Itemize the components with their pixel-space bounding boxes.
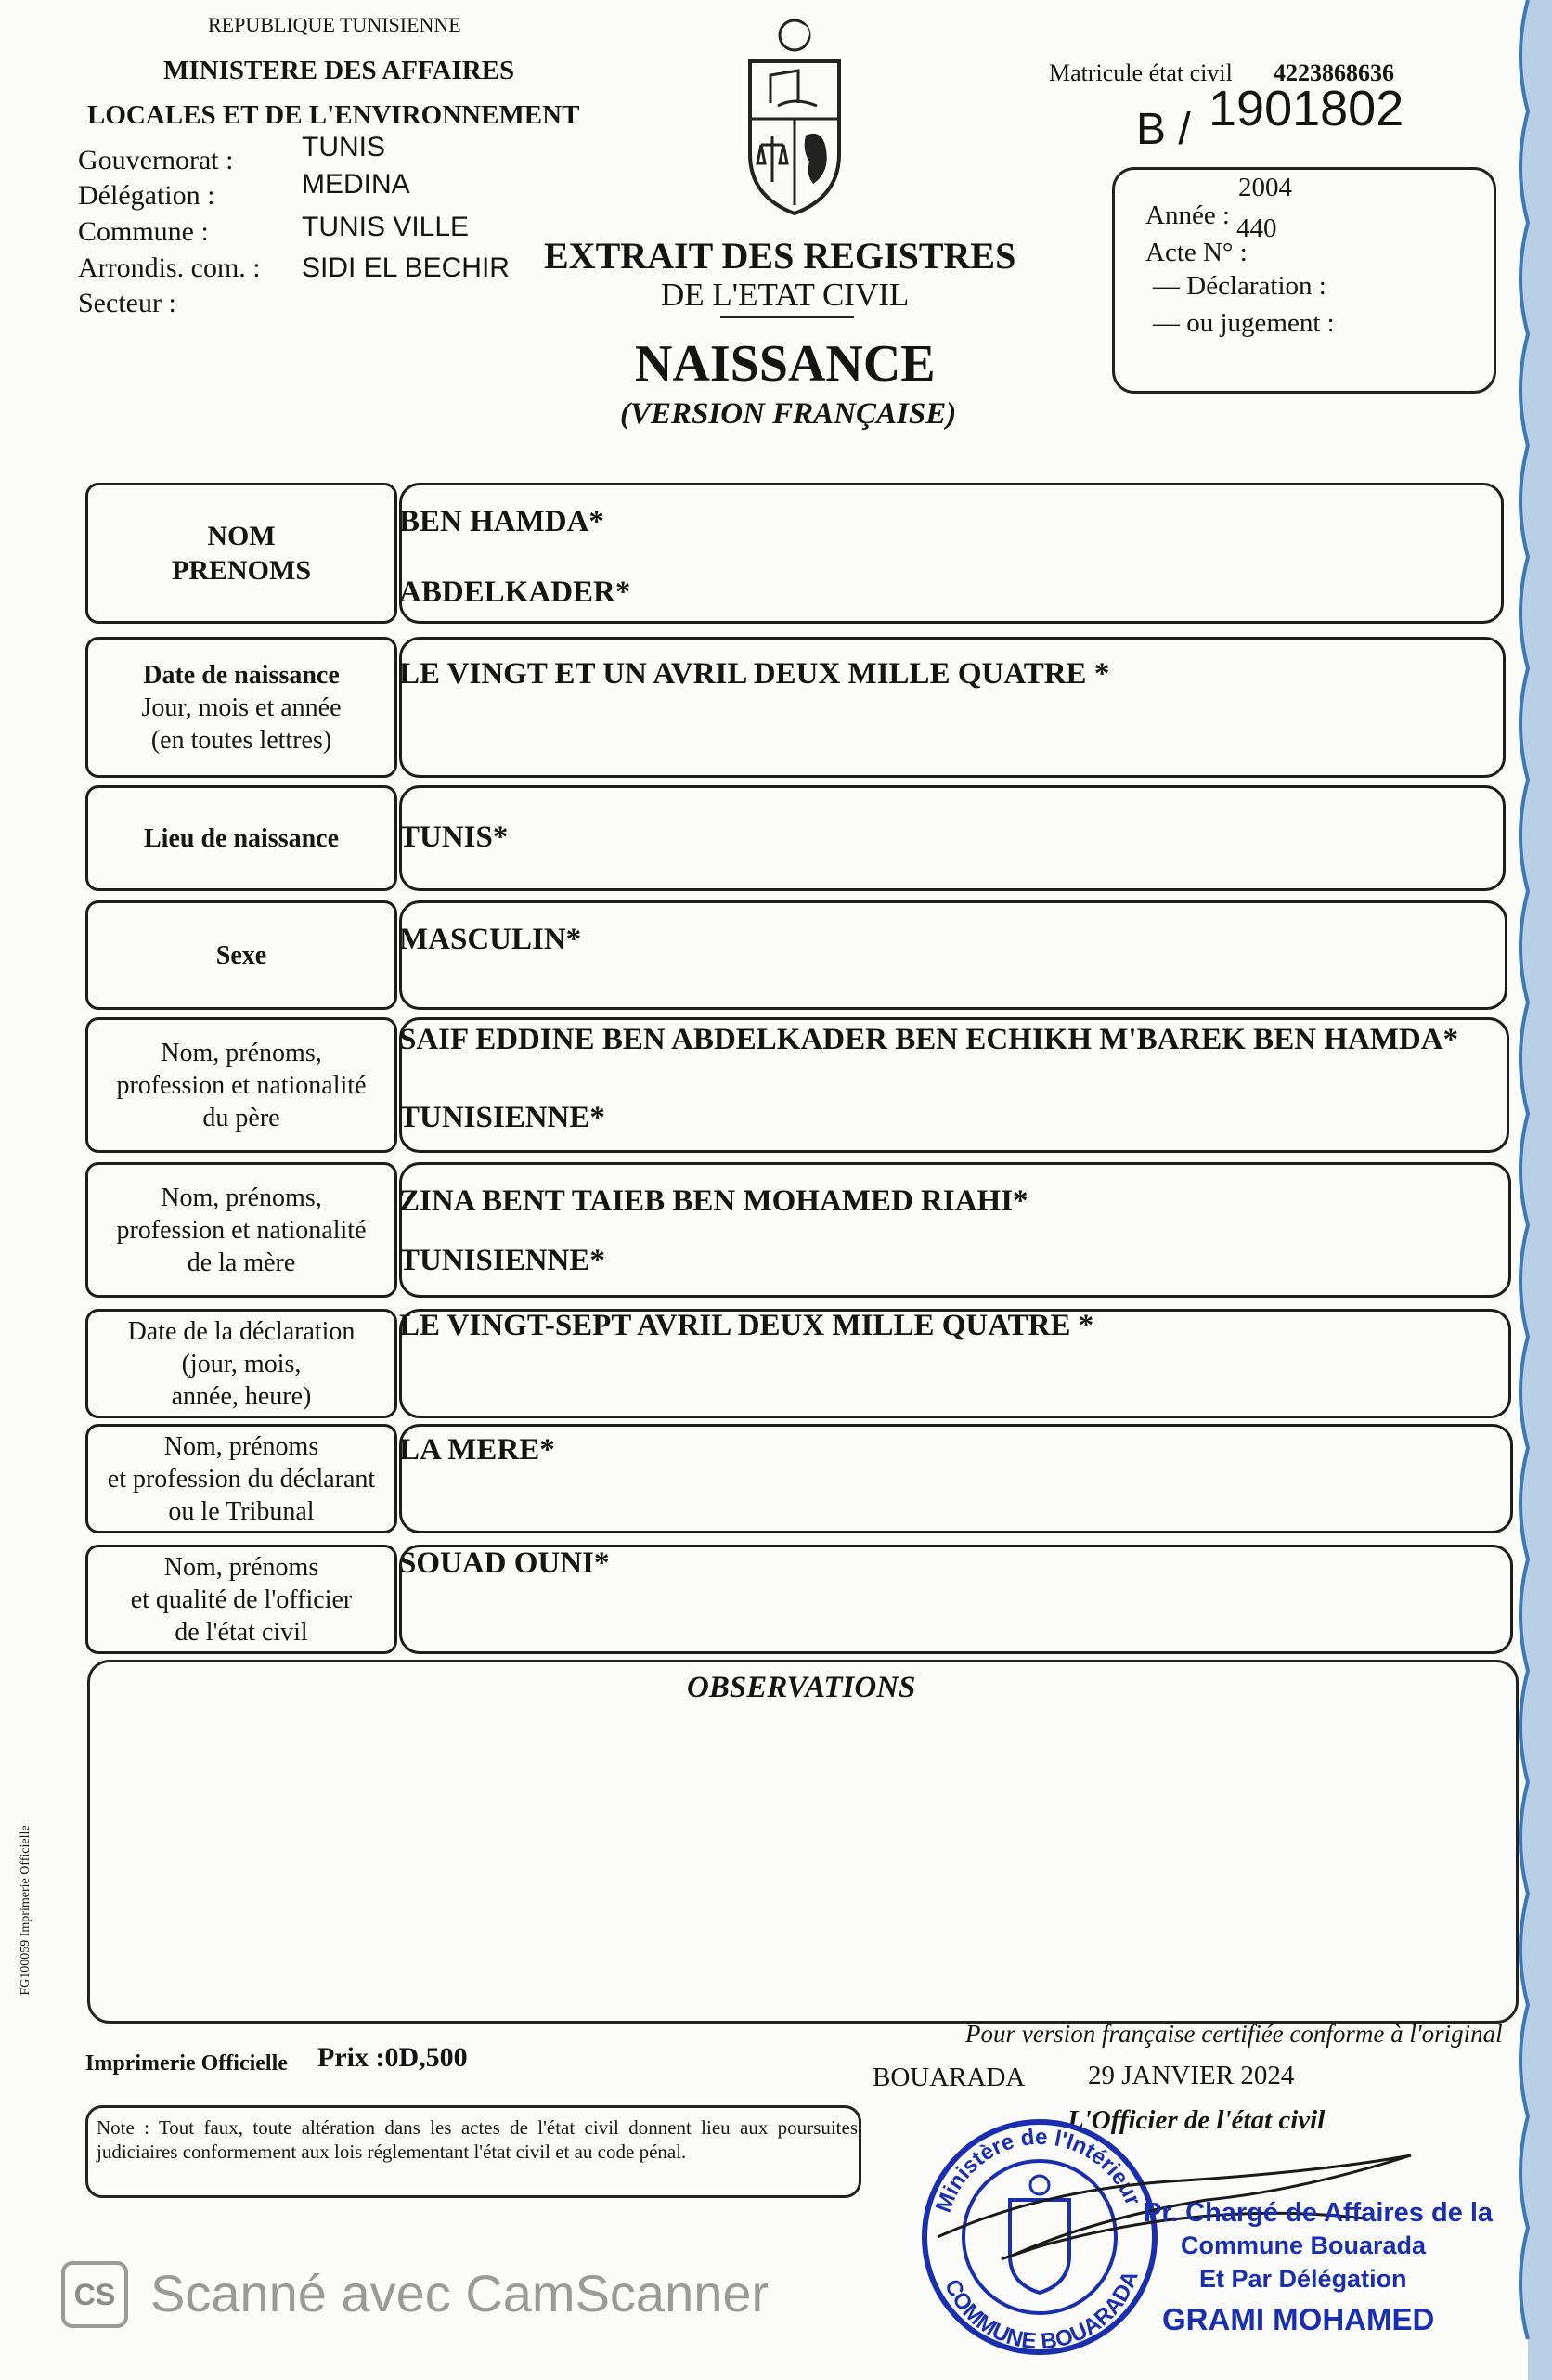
field-lieu-naissance [399, 785, 1506, 891]
footer-printer: Imprimerie Officielle [85, 2051, 288, 2076]
admin-value-arrondissement: SIDI EL BECHIR [302, 252, 510, 283]
acte-year-value: 2004 [1238, 173, 1292, 202]
stamp-ring-bottom: COMMUNE BOUARADA [939, 2267, 1144, 2355]
label-sexe: Sexe [85, 900, 397, 1010]
republic-label: REPUBLIQUE TUNISIENNE [208, 13, 461, 36]
stamp-line-3: Et Par Délégation [1199, 2265, 1407, 2293]
legal-note-text: Note : Tout faux, toute altération dans les actes de l'état civil donnent lieu aux poursuites judiciaires conformement aux lois réglementant l'état civil et au code pénal. [97, 2116, 858, 2163]
acte-number-value: 440 [1236, 213, 1277, 243]
title-version: (VERSION FRANÇAISE) [620, 397, 957, 431]
admin-value-gouvernorat: TUNIS [302, 132, 385, 162]
coat-of-arms-icon [733, 15, 856, 219]
footer-officer-title: L'Officier de l'état civil [1067, 2105, 1326, 2135]
observations-title: OBSERVATIONS [687, 1671, 916, 1704]
acte-number-label: Acte N° : [1145, 238, 1248, 267]
label-declarant: Nom, prénoms et profession du déclarant ou le Tribunal [85, 1424, 397, 1533]
value-pere-nom: SAIF EDDINE BEN ABDELKADER BEN ECHIKH M'BAREK BEN HAMDA* [399, 1023, 1459, 1056]
admin-label-gouvernorat: Gouvernorat : [78, 145, 234, 175]
footer-date: 29 JANVIER 2024 [1088, 2061, 1295, 2090]
value-pere-nationalite: TUNISIENNE* [399, 1101, 605, 1134]
matricule-label: Matricule état civil [1049, 59, 1233, 86]
observations-box [87, 1660, 1519, 2024]
admin-label-delegation: Délégation : [78, 180, 215, 211]
stamp-line-1: Pr. Chargé de Affaires de la [1144, 2198, 1494, 2228]
acte-declaration-label: — Déclaration : [1153, 271, 1326, 301]
camscanner-watermark: Scanné avec CamScanner [150, 2264, 770, 2322]
value-declarant: LA MERE* [399, 1433, 555, 1467]
label-pere: Nom, prénoms, profession et nationalité du père [85, 1017, 397, 1153]
label-date-declaration: Date de la déclaration (jour, mois, année, heure) [85, 1309, 397, 1418]
value-officier: SOUAD OUNI* [399, 1546, 610, 1580]
page-edge-border [1507, 0, 1552, 2380]
admin-value-commune: TUNIS VILLE [302, 212, 470, 242]
value-mere-nationalite: TUNISIENNE* [399, 1244, 605, 1277]
footer-certified: Pour version française certifiée conforme à l'original [965, 2020, 1503, 2048]
footer-price: Prix :0D,500 [317, 2042, 468, 2073]
label-mere: Nom, prénoms, profession et nationalité de la mère [85, 1162, 397, 1298]
stamp-ring-top: Ministère de l'Intérieur [930, 2124, 1146, 2217]
matricule-value: 4223868636 [1274, 59, 1394, 86]
serial-prefix: B / [1136, 105, 1191, 154]
label-lieu-naissance: Lieu de naissance [85, 785, 397, 891]
value-lieu-naissance: TUNIS* [399, 821, 509, 854]
value-date-declaration: LE VINGT-SEPT AVRIL DEUX MILLE QUATRE * [399, 1309, 1094, 1342]
value-date-naissance: LE VINGT ET UN AVRIL DEUX MILLE QUATRE * [399, 657, 1110, 691]
ministry-line-1: MINISTERE DES AFFAIRES [163, 56, 515, 85]
title-extrait: EXTRAIT DES REGISTRES [544, 235, 1016, 277]
label-date-naissance: Date de naissance Jour, mois et année (en toutes lettres) [85, 637, 397, 778]
ministry-line-2: LOCALES ET DE L'ENVIRONNEMENT [87, 100, 580, 130]
label-officier: Nom, prénoms et qualité de l'officier de l'état civil [85, 1545, 397, 1654]
side-printer-code: FG100059 Imprimerie Officielle [19, 1825, 32, 1996]
value-nom: BEN HAMDA* [399, 505, 604, 538]
admin-label-commune: Commune : [78, 216, 209, 247]
admin-value-delegation: MEDINA [302, 169, 410, 200]
title-etat-civil: DE L'ETAT CIVIL [661, 277, 910, 313]
label-nom-prenoms: NOM PRENOMS [85, 483, 397, 624]
field-declarant [399, 1424, 1513, 1533]
stamp-line-2: Commune Bouarada [1181, 2231, 1427, 2259]
footer-place: BOUARADA [873, 2063, 1026, 2092]
admin-label-secteur: Secteur : [78, 288, 176, 318]
value-prenoms: ABDELKADER* [399, 576, 631, 609]
acte-year-label: Année : [1145, 200, 1230, 230]
value-mere-nom: ZINA BENT TAIEB BEN MOHAMED RIAHI* [399, 1184, 1028, 1218]
title-underline [720, 316, 854, 318]
camscanner-logo-icon: CS [61, 2261, 128, 2328]
acte-jugement-label: — ou jugement : [1153, 308, 1335, 338]
stamp-line-4: GRAMI MOHAMED [1162, 2302, 1435, 2336]
title-naissance: NAISSANCE [635, 335, 936, 393]
admin-label-arrondissement: Arrondis. com. : [78, 252, 261, 283]
value-sexe: MASCULIN* [399, 923, 582, 956]
serial-number: 1901802 [1209, 81, 1404, 136]
